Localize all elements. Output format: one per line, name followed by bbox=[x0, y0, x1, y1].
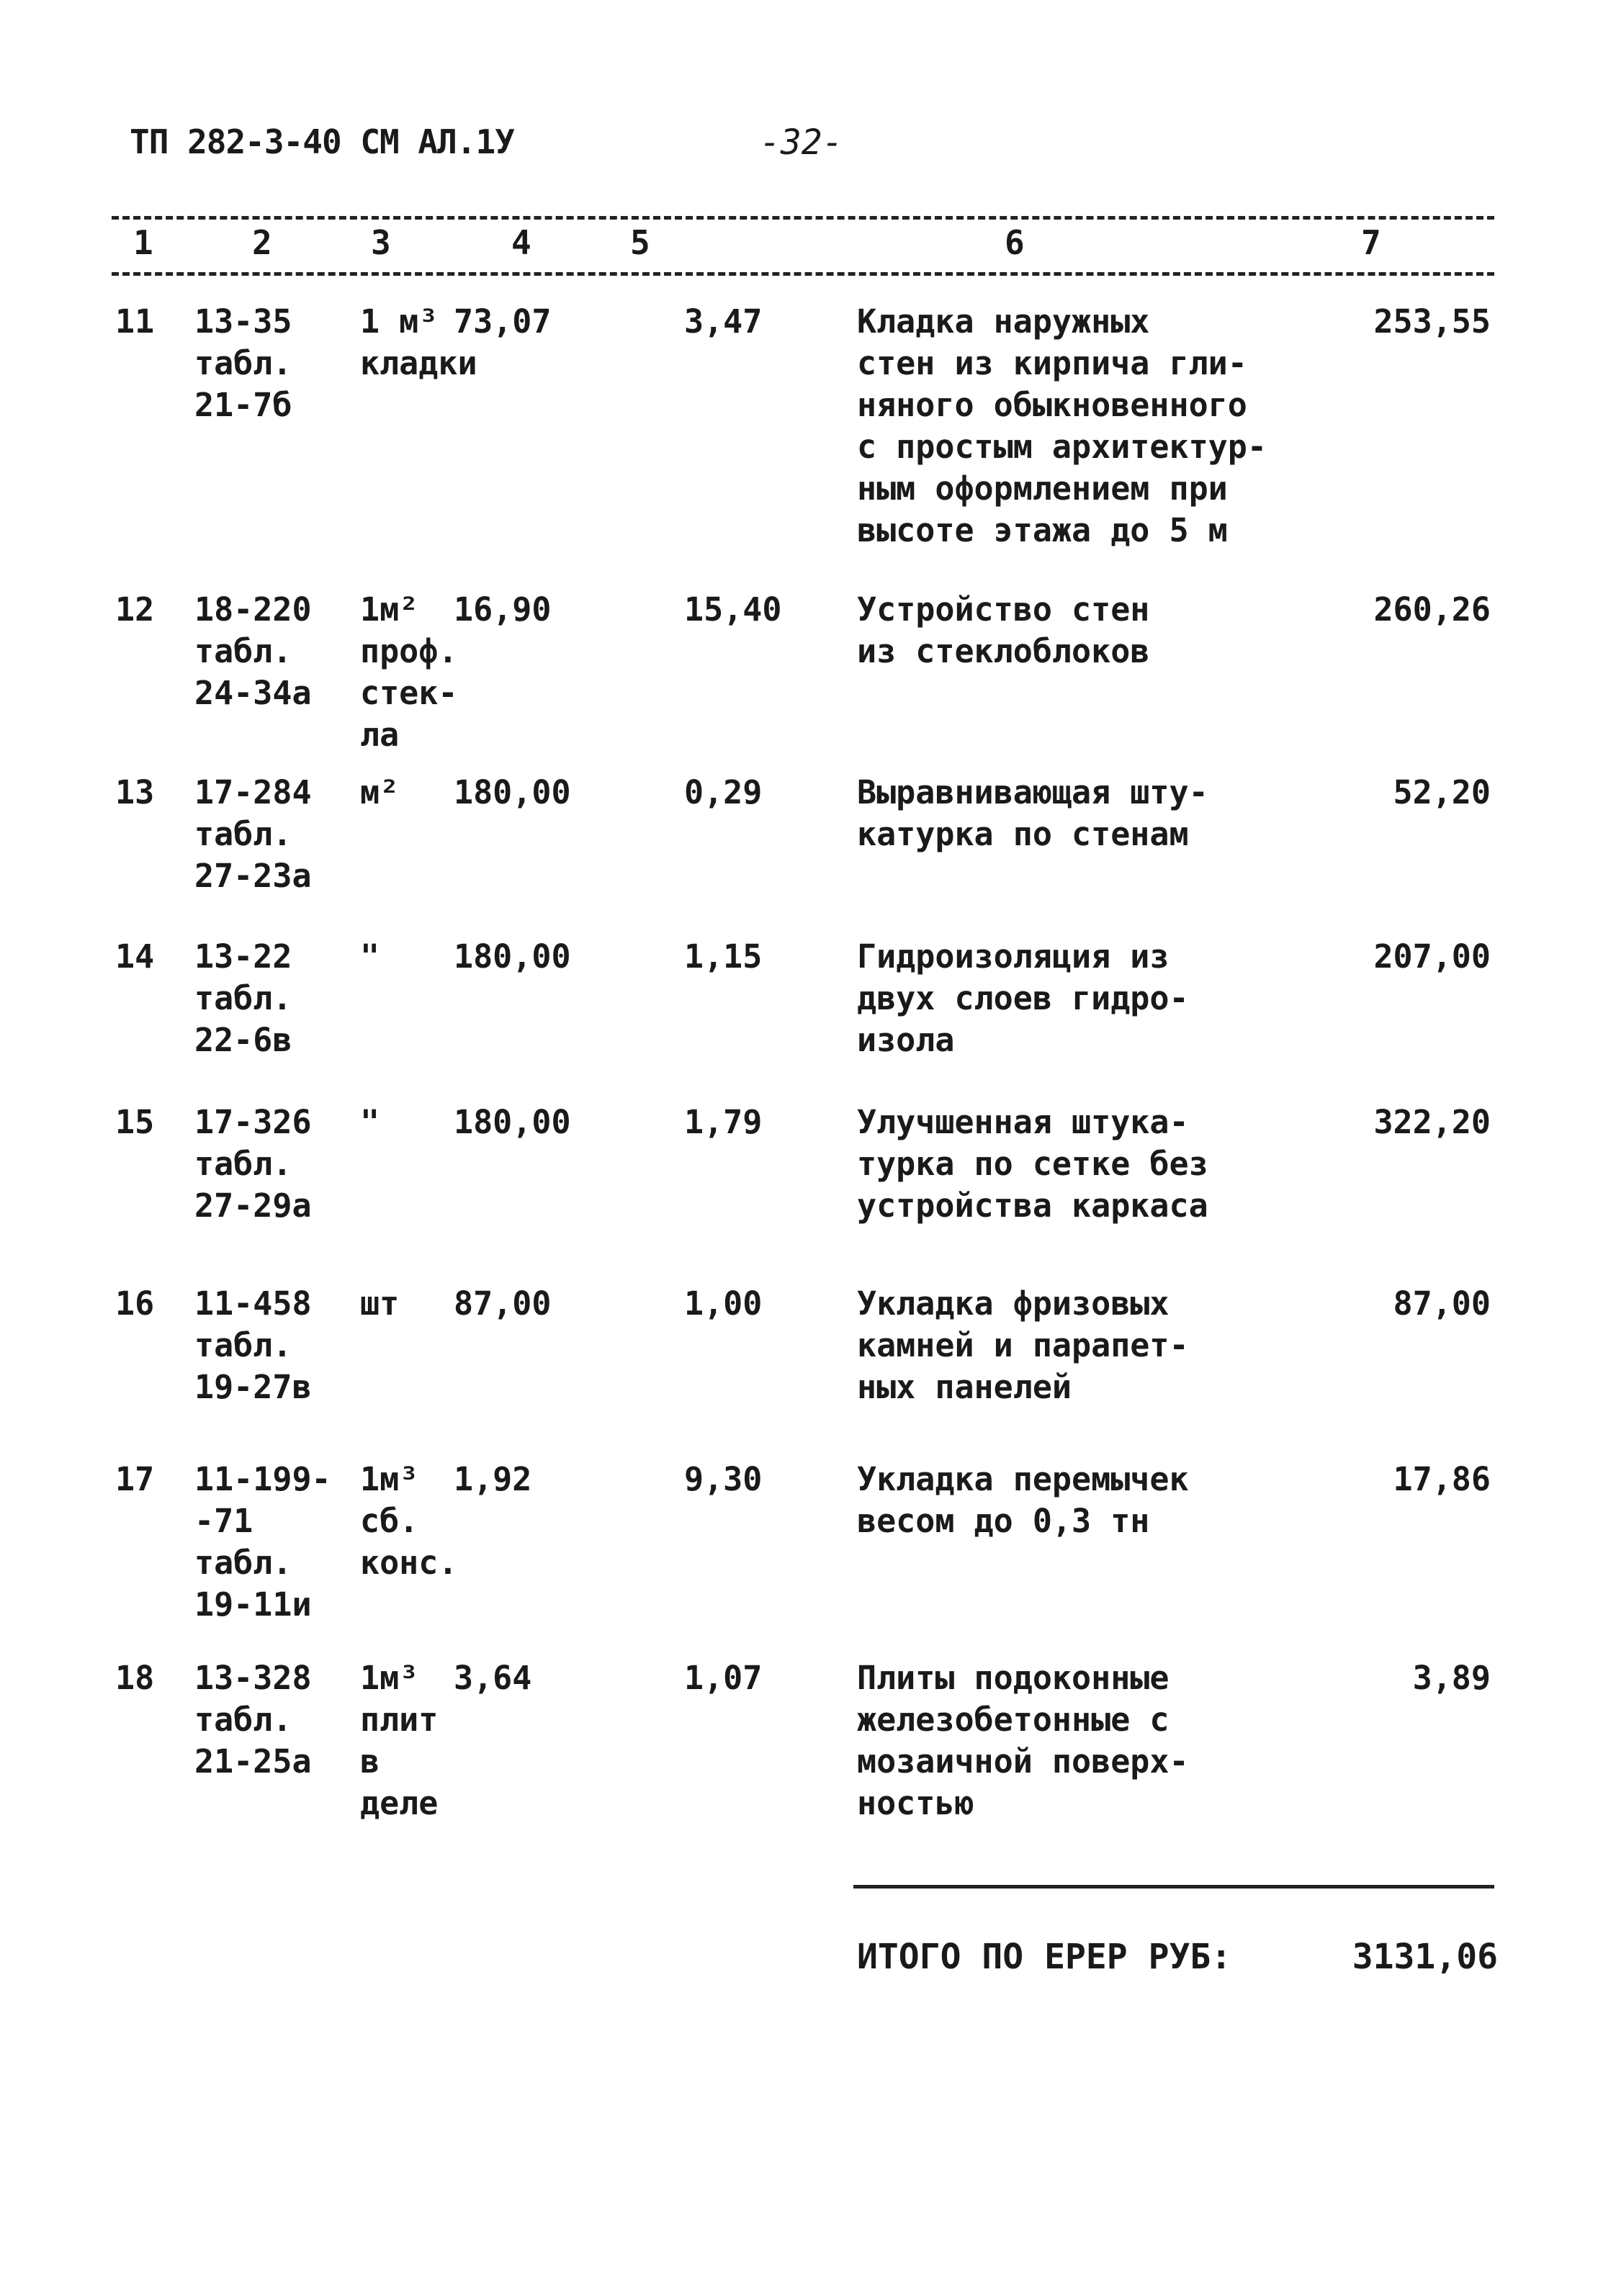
row-unit-price: 1,79 bbox=[684, 1103, 763, 1141]
row-number: 15 bbox=[115, 1103, 155, 1141]
row-code: 13-35 табл. 21-7б bbox=[194, 302, 292, 424]
row-total: 3,89 bbox=[1412, 1659, 1491, 1697]
row-total: 17,86 bbox=[1393, 1460, 1491, 1498]
row-number: 14 bbox=[115, 937, 155, 976]
document-code: ТП 282-3-40 СМ АЛ.1У bbox=[130, 122, 514, 161]
row-code: 11-199- -71 табл. 19-11и bbox=[194, 1460, 331, 1624]
row-unit: 1м³ плит в деле bbox=[360, 1659, 439, 1822]
table-header-rule bbox=[112, 272, 1494, 276]
row-unit-price: 0,29 bbox=[684, 773, 763, 811]
row-code: 17-326 табл. 27-29а bbox=[194, 1103, 312, 1225]
table-top-rule bbox=[112, 216, 1494, 220]
row-unit: " bbox=[360, 937, 380, 976]
row-description: Улучшенная штука- турка по сетке без устройства каркаса bbox=[857, 1103, 1208, 1225]
column-header-5: 5 bbox=[630, 223, 650, 262]
column-header-3: 3 bbox=[371, 223, 391, 262]
row-unit: шт bbox=[360, 1284, 400, 1323]
row-number: 12 bbox=[115, 590, 155, 629]
row-number: 16 bbox=[115, 1284, 155, 1323]
row-unit-price: 3,47 bbox=[684, 302, 763, 341]
row-quantity: 87,00 bbox=[454, 1284, 552, 1323]
row-description: Укладка перемычек весом до 0,3 тн bbox=[857, 1460, 1189, 1540]
total-value: 3131,06 bbox=[1352, 1937, 1498, 1977]
row-quantity: 180,00 bbox=[454, 937, 571, 976]
row-unit-price: 1,15 bbox=[684, 937, 763, 976]
column-header-4: 4 bbox=[511, 223, 531, 262]
total-rule bbox=[853, 1885, 1494, 1888]
row-code: 18-220 табл. 24-34а bbox=[194, 590, 312, 712]
total-label: ИТОГО ПО ЕРЕР РУБ: bbox=[857, 1937, 1232, 1977]
row-number: 13 bbox=[115, 773, 155, 811]
row-quantity: 3,64 bbox=[454, 1659, 532, 1697]
row-number: 17 bbox=[115, 1460, 155, 1498]
row-code: 13-22 табл. 22-6в bbox=[194, 937, 292, 1059]
row-unit: 1м² проф. стек- ла bbox=[360, 590, 458, 754]
row-quantity: 180,00 bbox=[454, 1103, 571, 1141]
row-code: 17-284 табл. 27-23а bbox=[194, 773, 312, 895]
row-total: 260,26 bbox=[1373, 590, 1491, 629]
row-total: 207,00 bbox=[1373, 937, 1491, 976]
row-description: Выравнивающая шту- катурка по стенам bbox=[857, 773, 1208, 853]
row-unit-price: 9,30 bbox=[684, 1460, 763, 1498]
row-description: Кладка наружных стен из кирпича гли- няного обыкновенного с простым архитектур- ным оформлением при высоте этажа до 5 м bbox=[857, 302, 1267, 549]
row-unit-price: 1,00 bbox=[684, 1284, 763, 1323]
column-header-1: 1 bbox=[133, 223, 153, 262]
row-number: 11 bbox=[115, 302, 155, 341]
row-description: Устройство стен из стеклоблоков bbox=[857, 590, 1150, 670]
row-unit: м² bbox=[360, 773, 400, 811]
row-quantity: 73,07 bbox=[454, 302, 552, 341]
column-header-6: 6 bbox=[1005, 223, 1025, 262]
row-unit-price: 15,40 bbox=[684, 590, 782, 629]
column-header-2: 2 bbox=[252, 223, 272, 262]
row-unit: " bbox=[360, 1103, 380, 1141]
row-total: 253,55 bbox=[1373, 302, 1491, 341]
row-total: 52,20 bbox=[1393, 773, 1491, 811]
row-total: 87,00 bbox=[1393, 1284, 1491, 1323]
row-quantity: 1,92 bbox=[454, 1460, 532, 1498]
page-number: -32- bbox=[760, 122, 843, 163]
row-quantity: 180,00 bbox=[454, 773, 571, 811]
row-code: 11-458 табл. 19-27в bbox=[194, 1284, 312, 1406]
row-total: 322,20 bbox=[1373, 1103, 1491, 1141]
row-unit: 1м³ сб. конс. bbox=[360, 1460, 458, 1582]
row-unit: 1 м³ кладки bbox=[360, 302, 477, 382]
row-description: Гидроизоляция из двух слоев гидро- изола bbox=[857, 937, 1189, 1059]
row-quantity: 16,90 bbox=[454, 590, 552, 629]
row-number: 18 bbox=[115, 1659, 155, 1697]
row-description: Укладка фризовых камней и парапет- ных панелей bbox=[857, 1284, 1189, 1406]
row-code: 13-328 табл. 21-25а bbox=[194, 1659, 312, 1780]
row-description: Плиты подоконные железобетонные с мозаичной поверх- ностью bbox=[857, 1659, 1189, 1822]
row-unit-price: 1,07 bbox=[684, 1659, 763, 1697]
column-header-7: 7 bbox=[1361, 223, 1381, 262]
